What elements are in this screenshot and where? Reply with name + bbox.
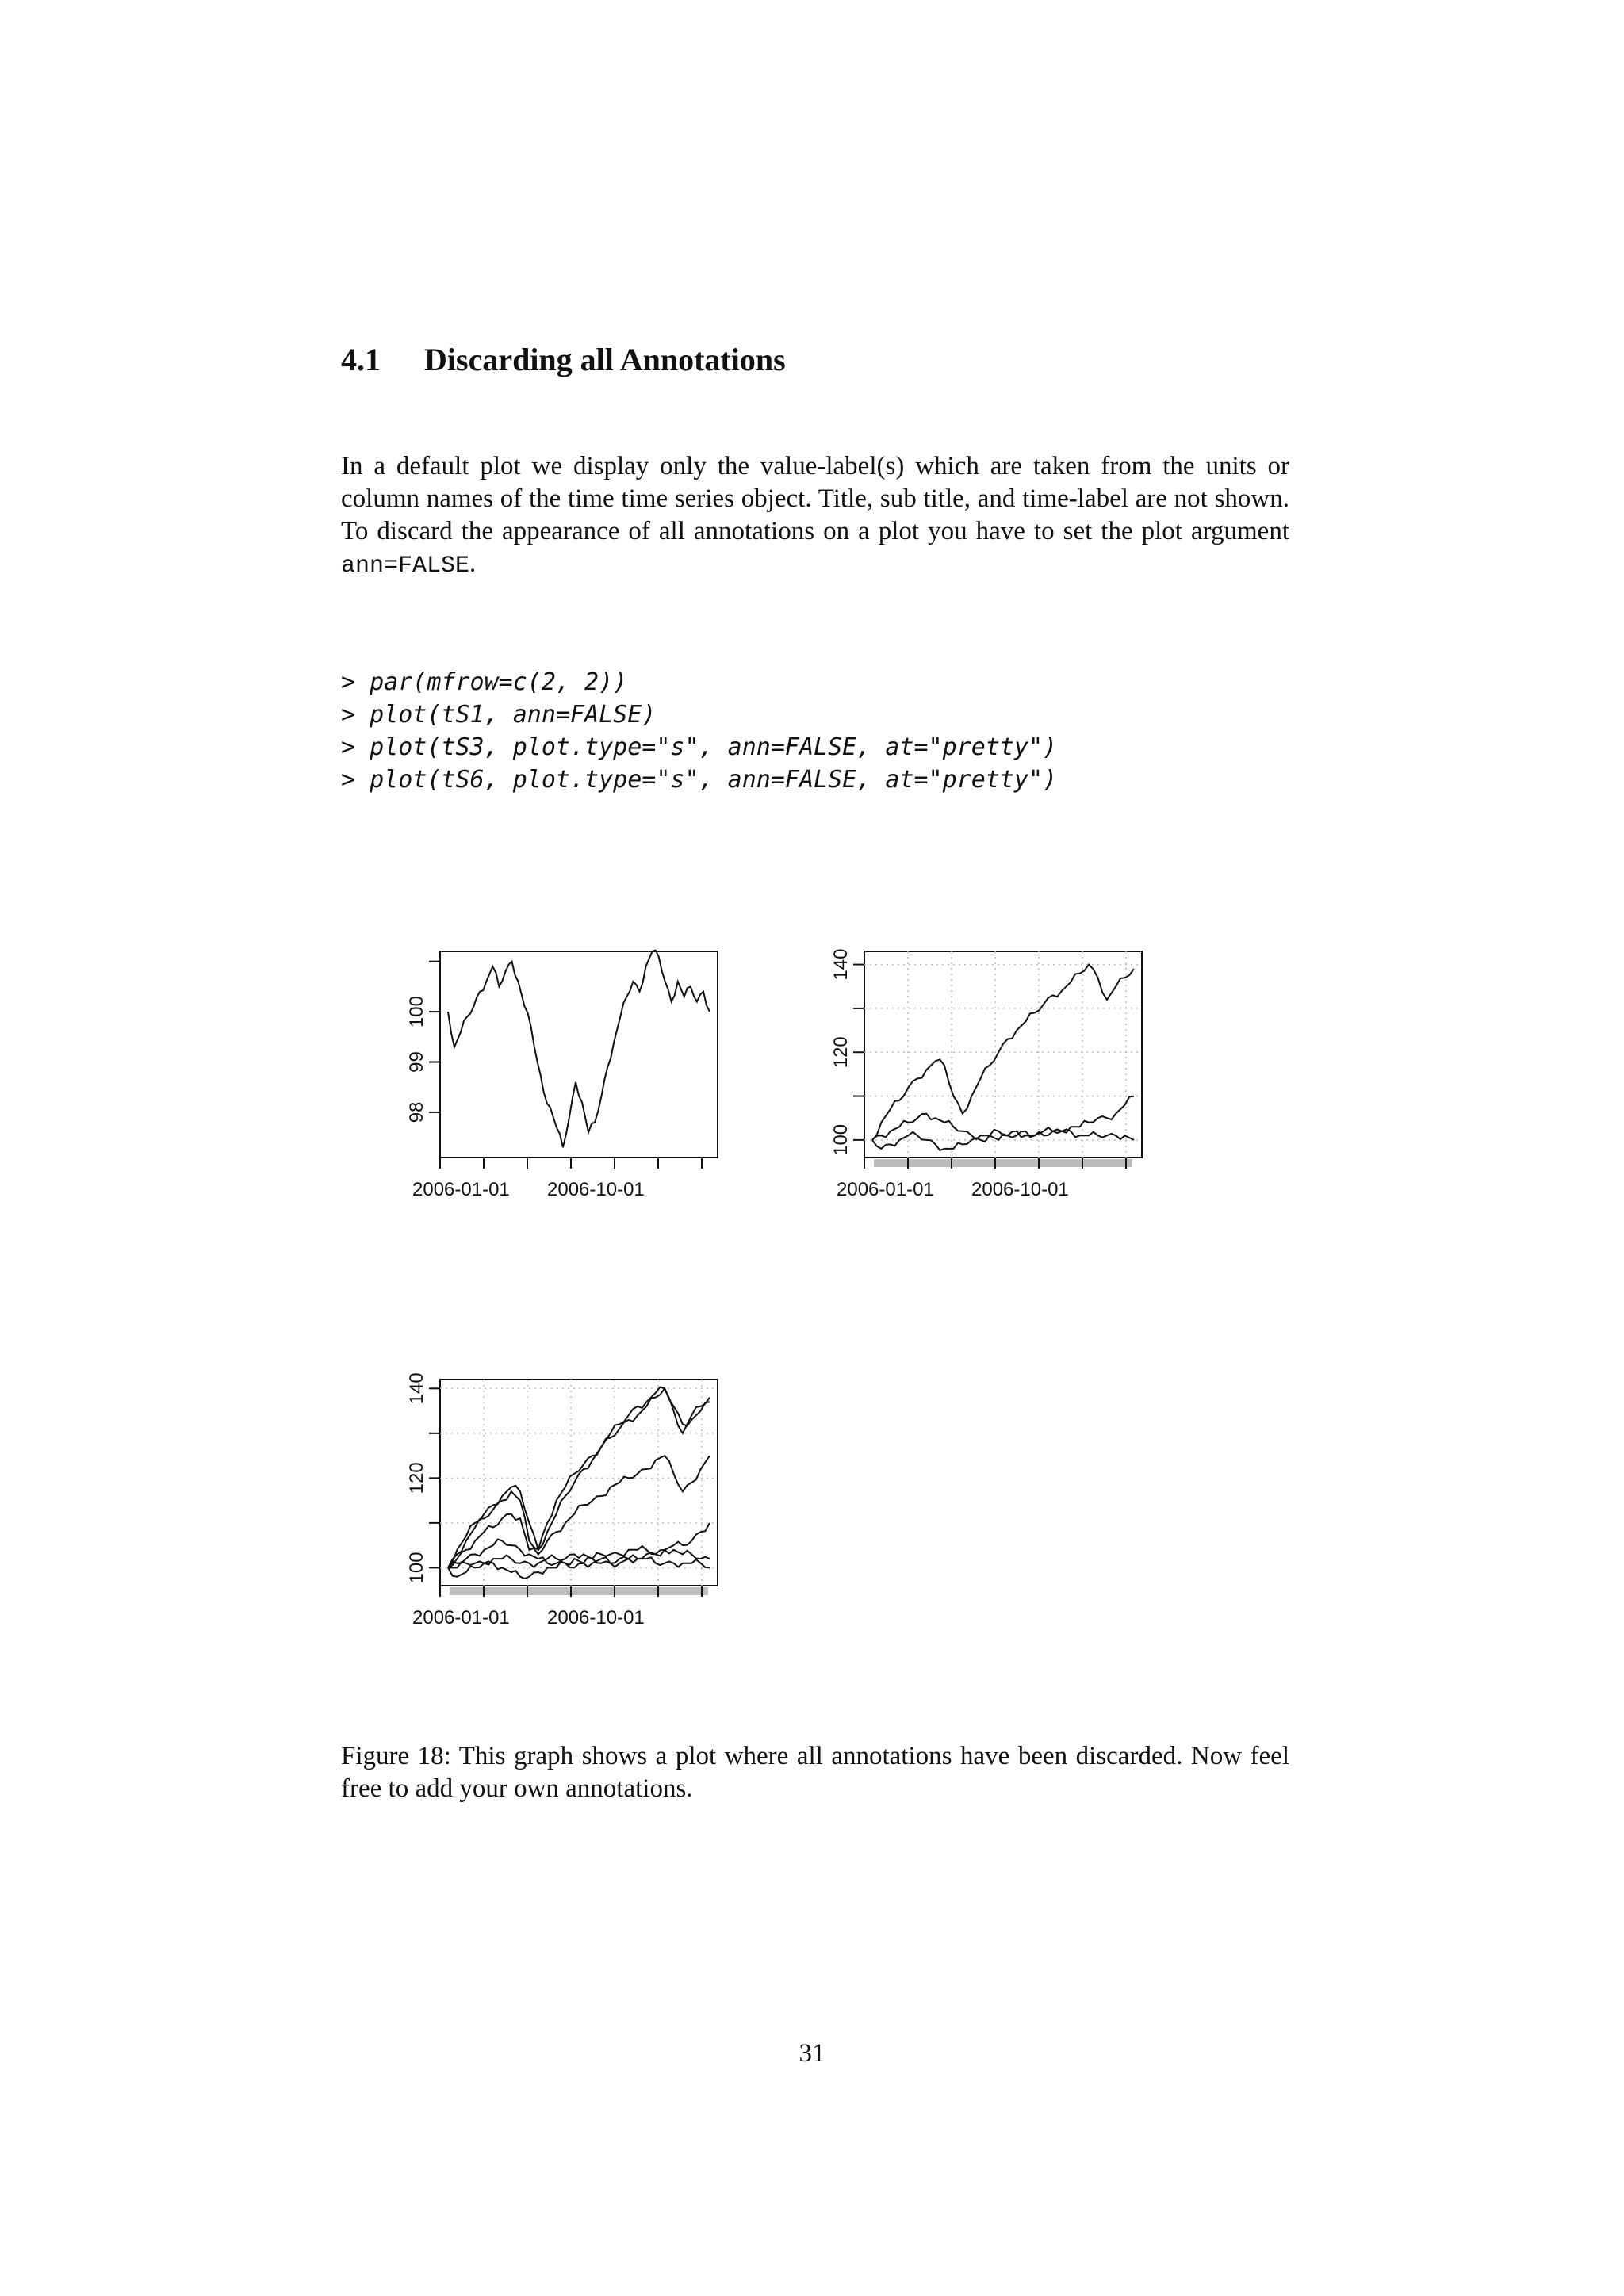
series-line	[448, 1523, 710, 1568]
plot-frame	[864, 951, 1142, 1158]
paragraph-text: In a default plot we display only the value-label(s) which are taken from the units or column names of the time time series object. Title, sub title, and time-label are not shown. To discard the appearance of all annotations on a plot you have to set the plot argument	[341, 452, 1289, 545]
section-heading	[341, 341, 786, 378]
page-number: 31	[799, 2039, 825, 2068]
y-tick-label: 100	[406, 996, 427, 1028]
code-block	[341, 666, 1057, 796]
section-number: 4.1	[341, 342, 381, 377]
y-tick-label: 100	[406, 1552, 427, 1584]
x-tick-label: 2006-10-01	[547, 1607, 645, 1628]
series-line	[448, 1387, 710, 1568]
x-tick-label: 2006-01-01	[412, 1607, 510, 1628]
y-tick-label: 98	[406, 1101, 427, 1123]
figure-caption: Figure 18: This graph shows a plot where all annotations have been discarded. Now feel free to add your own annotations.	[341, 1742, 1289, 1803]
section-title: Discarding all Annotations	[424, 342, 786, 377]
y-tick-label: 120	[830, 1036, 852, 1069]
y-tick-label: 99	[406, 1051, 427, 1073]
body-paragraph	[341, 450, 1289, 583]
plot-ts3	[805, 928, 1170, 1213]
y-tick-label: 100	[830, 1123, 852, 1156]
code-line: > plot(tS6, plot.type="s", ann=FALSE, at="pretty")	[341, 766, 1058, 794]
time-rug	[874, 1159, 1132, 1167]
x-tick-label: 2006-01-01	[412, 1179, 510, 1200]
series-line	[448, 1456, 710, 1567]
paragraph-end: .	[469, 549, 477, 578]
plot-frame	[440, 951, 718, 1158]
time-rug	[450, 1587, 708, 1595]
x-tick-label: 2006-01-01	[837, 1179, 934, 1200]
series-line	[872, 1127, 1134, 1150]
code-line: > plot(tS1, ann=FALSE)	[341, 701, 657, 729]
x-tick-label: 2006-10-01	[971, 1179, 1069, 1200]
plot-ts6	[381, 1356, 745, 1641]
series-line	[448, 951, 710, 1148]
y-tick-label: 140	[406, 1372, 427, 1405]
inline-code: ann=FALSE	[341, 553, 470, 580]
y-tick-label: 140	[830, 948, 852, 981]
code-line: > par(mfrow=c(2, 2))	[341, 668, 628, 696]
plot-ts1	[381, 928, 745, 1213]
y-tick-label: 120	[406, 1462, 427, 1494]
code-line: > plot(tS3, plot.type="s", ann=FALSE, at="pretty")	[341, 733, 1058, 761]
x-tick-label: 2006-10-01	[547, 1179, 645, 1200]
